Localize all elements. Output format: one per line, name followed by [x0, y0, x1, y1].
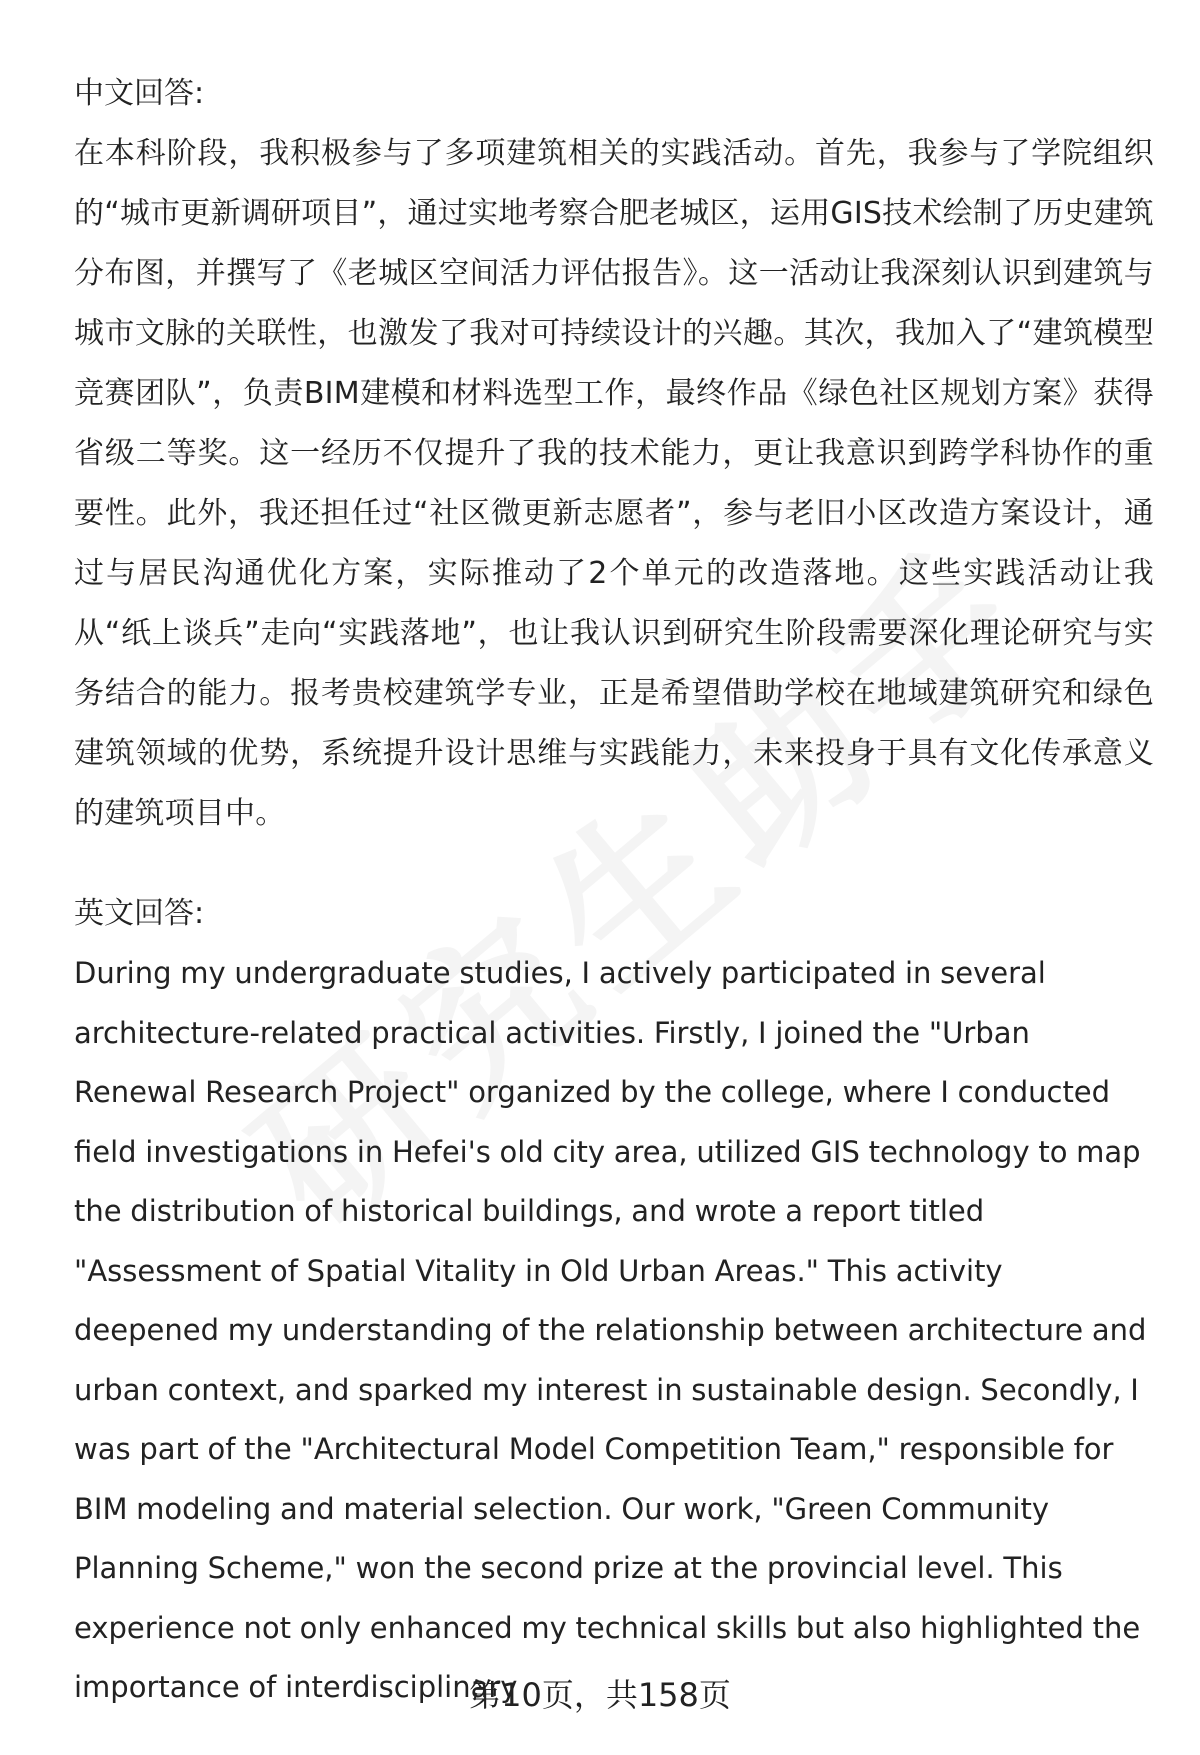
zh-answer-label: 中文回答:: [74, 76, 205, 111]
en-answer-paragraph: During my undergraduate studies, I actively participated in several architecture-related practical activities. Firstly, I joined the "Urban Renewal Research Project" organized by the college, where I conducted field investigations in Hefei's old city area, utilized GIS technology to map the distribution of historical buildings, and wrote a report titled "Assessment of Spatial Vitality in Old Urban Areas." This activity deepened my understanding of the relationship between architecture and urban context, and sparked my interest in sustainable design. Secondly, I was part of the "Architectural Model Competition Team," responsible for BIM modeling and material selection. Our work, "Green Community Planning Scheme," won the second prize at the provincial level. This experience not only enhanced my technical skills but also highlighted the importance of interdisciplinary: [74, 956, 1147, 1704]
zh-answer-paragraph: 在本科阶段，我积极参与了多项建筑相关的实践活动。首先，我参与了学院组织的“城市更新调研项目”，通过实地考察合肥老城区，运用GIS技术绘制了历史建筑分布图，并撰写了《老城区空间活力评估报告》。这一活动让我深刻认识到建筑与城市文脉的关联性，也激发了我对可持续设计的兴趣。其次，我加入了“建筑模型竞赛团队”，负责BIM建模和材料选型工作，最终作品《绿色社区规划方案》获得省级二等奖。这一经历不仅提升了我的技术能力，更让我意识到跨学科协作的重要性。此外，我还担任过“社区微更新志愿者”，参与老旧小区改造方案设计，通过与居民沟通优化方案，实际推动了2个单元的改造落地。这些实践活动让我从“纸上谈兵”走向“实践落地”，也让我认识到研究生阶段需要深化理论研究与实务结合的能力。报考贵校建筑学专业，正是希望借助学校在地域建筑研究和绿色建筑领域的优势，系统提升设计思维与实践能力，未来投身于具有文化传承意义的建筑项目中。: [74, 136, 1154, 831]
section-gap: [74, 844, 1154, 884]
page-number: 第10页，共158页: [469, 1676, 731, 1714]
en-answer-label: 英文回答:: [74, 896, 205, 931]
content-area: [74, 64, 1154, 1718]
